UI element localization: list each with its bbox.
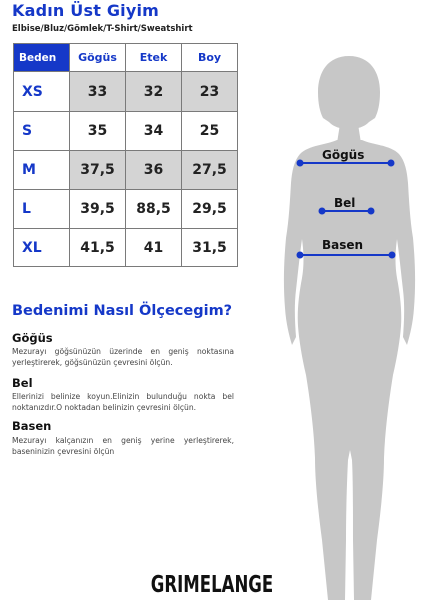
hip-label: Basen	[322, 238, 364, 252]
waist-label: Bel	[334, 196, 356, 210]
page-title: Kadın Üst Giyim	[12, 1, 160, 20]
length-value: 25	[182, 112, 238, 151]
length-value: 31,5	[182, 229, 238, 267]
table-header-row	[14, 44, 238, 72]
skirt-value: 41	[126, 229, 182, 267]
header-length: Boy	[182, 44, 238, 72]
chest-value: 35	[70, 112, 126, 151]
body-silhouette	[282, 40, 417, 600]
chest-right-dot	[388, 160, 395, 167]
hip-left-dot	[297, 252, 304, 259]
hip-right-dot	[389, 252, 396, 259]
size-label: XS	[14, 72, 70, 112]
size-label: S	[14, 112, 70, 151]
chest-section-text: Mezurayı göğsünüzün üzerinde en geniş noktasına yerleştirerek, göğsünüzün çevresini ölçün.	[12, 347, 234, 367]
size-label: M	[14, 151, 70, 190]
chest-left-dot	[297, 160, 304, 167]
length-value: 27,5	[182, 151, 238, 190]
chest-section-title: Göğüs	[12, 331, 53, 345]
howto-title: Bedenimi Nasıl Ölçecegim?	[12, 303, 233, 319]
table-row	[14, 112, 238, 151]
skirt-value: 34	[126, 112, 182, 151]
table-row	[14, 190, 238, 229]
size-label: XL	[14, 229, 70, 267]
header-skirt: Etek	[126, 44, 182, 72]
skirt-value: 32	[126, 72, 182, 112]
table-row	[14, 229, 238, 267]
waist-right-dot	[368, 208, 375, 215]
page-subtitle: Elbise/Bluz/Gömlek/T-Shirt/Sweatshirt	[12, 24, 193, 34]
skirt-value: 88,5	[126, 190, 182, 229]
hip-section-title: Basen	[12, 419, 52, 433]
chest-value: 33	[70, 72, 126, 112]
skirt-value: 36	[126, 151, 182, 190]
length-value: 23	[182, 72, 238, 112]
table-row	[14, 72, 238, 112]
chest-value: 41,5	[70, 229, 126, 267]
chest-value: 37,5	[70, 151, 126, 190]
silhouette-shape	[284, 56, 415, 600]
waist-section-title: Bel	[12, 376, 33, 390]
brand-logo: GRIMELANGE	[150, 572, 274, 598]
waist-section-text: Ellerinizi belinize koyun.Elinizin bulunduğu nokta bel noktanızdır.O noktadan belinizin çevresini ölçün.	[12, 392, 234, 412]
length-value: 29,5	[182, 190, 238, 229]
table-row	[14, 151, 238, 190]
waist-left-dot	[319, 208, 326, 215]
header-chest: Gögüs	[70, 44, 126, 72]
chest-label: Gögüs	[322, 148, 365, 162]
chest-value: 39,5	[70, 190, 126, 229]
hip-section-text: Mezurayı kalçanızın en geniş yerine yerleştirerek, baseninizin çevresini ölçün	[12, 436, 234, 456]
header-size: Beden	[14, 44, 70, 72]
size-label: L	[14, 190, 70, 229]
size-table	[13, 43, 238, 267]
